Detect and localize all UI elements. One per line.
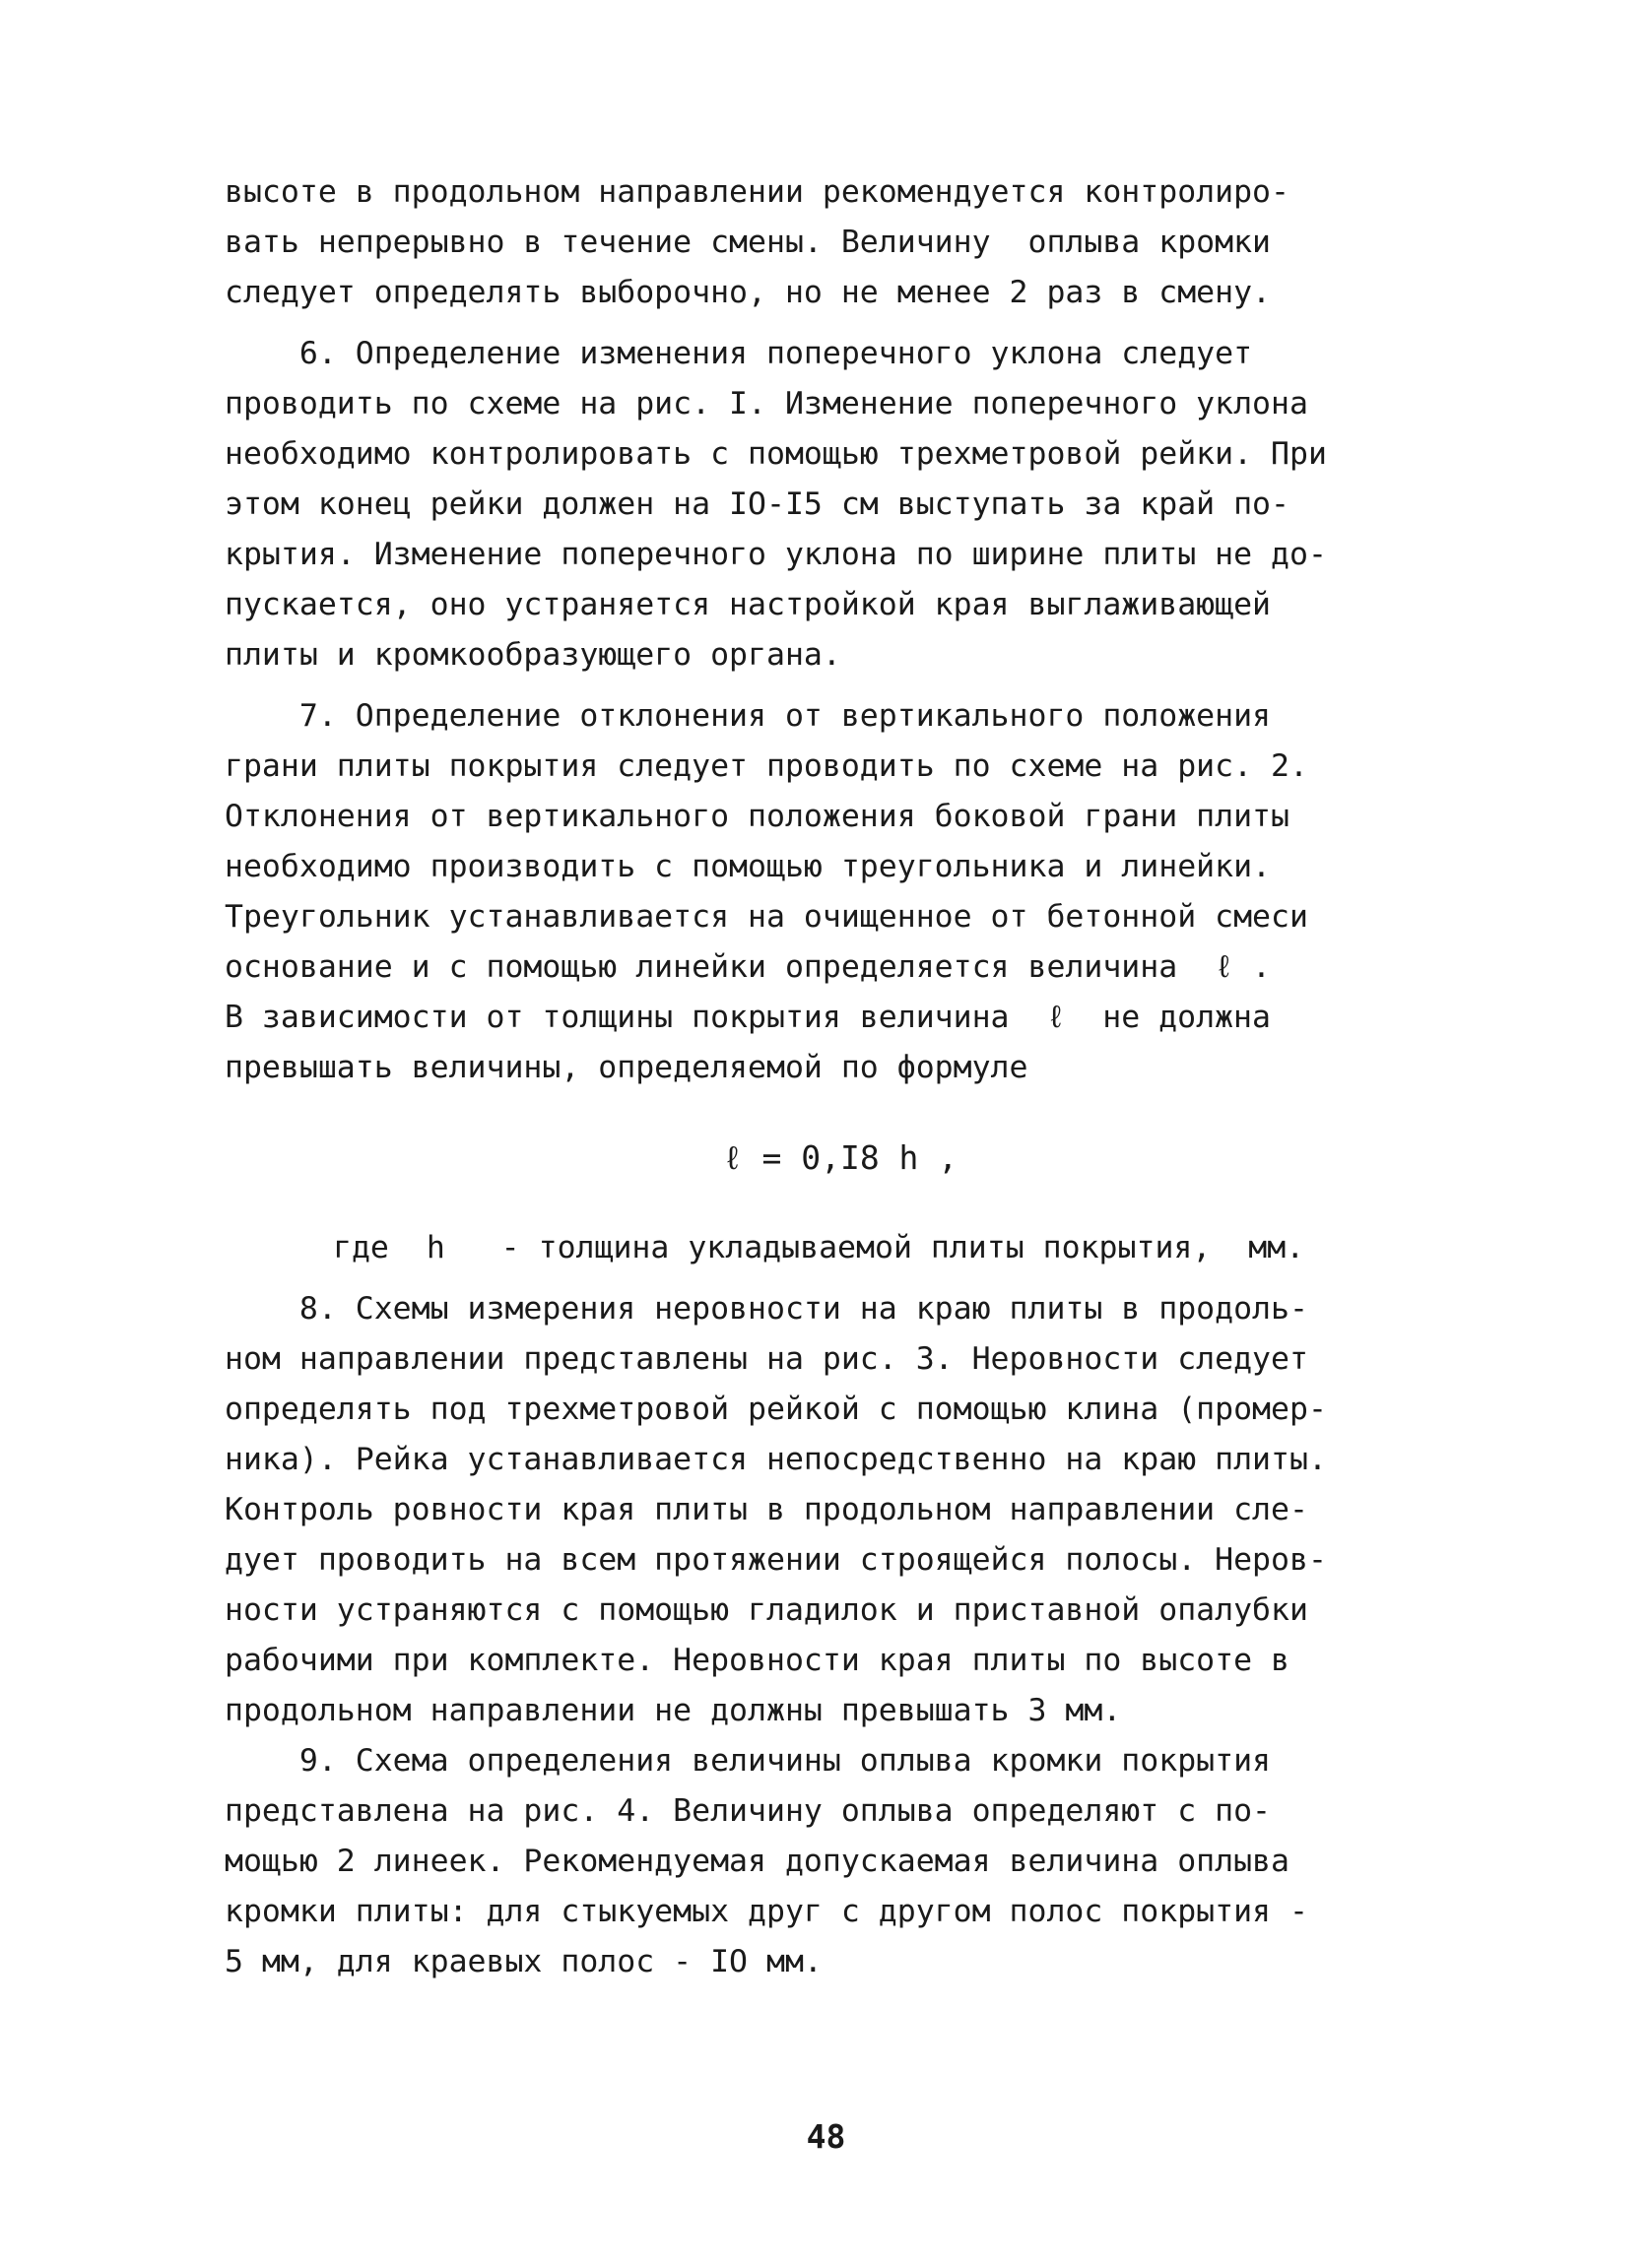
text-line: ника). Рейка устанавливается непосредственно на краю плиты. xyxy=(225,1442,1327,1477)
text-line: 6. Определение изменения поперечного уклона следует xyxy=(225,336,1253,371)
text-line: продольном направлении не должны превышать 3 мм. xyxy=(225,1693,1122,1728)
formula-definition: где h - толщина укладываемой плиты покрытия, мм. xyxy=(333,1230,1305,1265)
text-line: кромки плиты: для стыкуемых друг с другом полос покрытия - xyxy=(225,1894,1308,1929)
text-line: 5 мм, для краевых полос - IO мм. xyxy=(225,1944,823,1979)
formula: ℓ = 0,I8 h , xyxy=(722,1138,958,1177)
text-line: дует проводить на всем протяжении строящейся полосы. Неров- xyxy=(225,1542,1327,1578)
text-line: ности устраняются с помощью гладилок и приставной опалубки xyxy=(225,1592,1308,1628)
paragraph-continuation xyxy=(225,167,1456,318)
text-line: плиты и кромкообразующего органа. xyxy=(225,637,841,673)
text-line: проводить по схеме на рис. I. Изменение поперечного уклона xyxy=(225,386,1308,421)
text-line: необходимо производить с помощью треугольника и линейки. xyxy=(225,849,1272,884)
page-number: 48 xyxy=(806,2117,846,2156)
paragraph-7 xyxy=(225,691,1456,1093)
text-line: превышать величины, определяемой по формуле xyxy=(225,1050,1028,1085)
text-line: основание и с помощью линейки определяется величина ℓ . xyxy=(225,949,1271,985)
text-line: Контроль ровности края плиты в продольном направлении сле- xyxy=(225,1492,1308,1527)
text-line: 8. Схемы измерения неровности на краю плиты в продоль- xyxy=(225,1291,1308,1327)
text-line: мощью 2 линеек. Рекомендуемая допускаемая величина оплыва xyxy=(225,1844,1289,1879)
text-line: Треугольник устанавливается на очищенное от бетонной смеси xyxy=(225,899,1308,935)
body-text xyxy=(225,167,1456,1987)
text-line: высоте в продольном направлении рекомендуется контролиро- xyxy=(225,174,1289,210)
text-line: крытия. Изменение поперечного уклона по ширине плиты не до- xyxy=(225,537,1327,572)
text-line: представлена на рис. 4. Величину оплыва определяют с по- xyxy=(225,1793,1272,1829)
text-line: необходимо контролировать с помощью трехметровой рейки. При xyxy=(225,436,1327,472)
text-line: определять под трехметровой рейкой с помощью клина (промер- xyxy=(225,1392,1327,1427)
text-line: рабочими при комплекте. Неровности края плиты по высоте в xyxy=(225,1643,1289,1678)
paragraph-9 xyxy=(225,1736,1456,1987)
text-line: вать непрерывно в течение смены. Величину оплыва кромки xyxy=(225,225,1272,260)
text-line: 9. Схема определения величины оплыва кромки покрытия xyxy=(225,1743,1272,1779)
text-line: 7. Определение отклонения от вертикального положения xyxy=(225,698,1272,734)
text-line: следует определять выборочно, но не менее 2 раз в смену. xyxy=(225,275,1272,310)
text-line: Отклонения от вертикального положения боковой грани плиты xyxy=(225,799,1289,834)
paragraph-8 xyxy=(225,1284,1456,1736)
text-line: грани плиты покрытия следует проводить по схеме на рис. 2. xyxy=(225,748,1308,784)
paragraph-6 xyxy=(225,329,1456,680)
text-line: пускается, оно устраняется настройкой края выглаживающей xyxy=(225,587,1272,622)
text-line: В зависимости от толщины покрытия величина ℓ не должна xyxy=(225,1000,1271,1035)
text-line: этом конец рейки должен на IO-I5 см выступать за край по- xyxy=(225,486,1289,522)
text-line: ном направлении представлены на рис. 3. Неровности следует xyxy=(225,1341,1308,1377)
